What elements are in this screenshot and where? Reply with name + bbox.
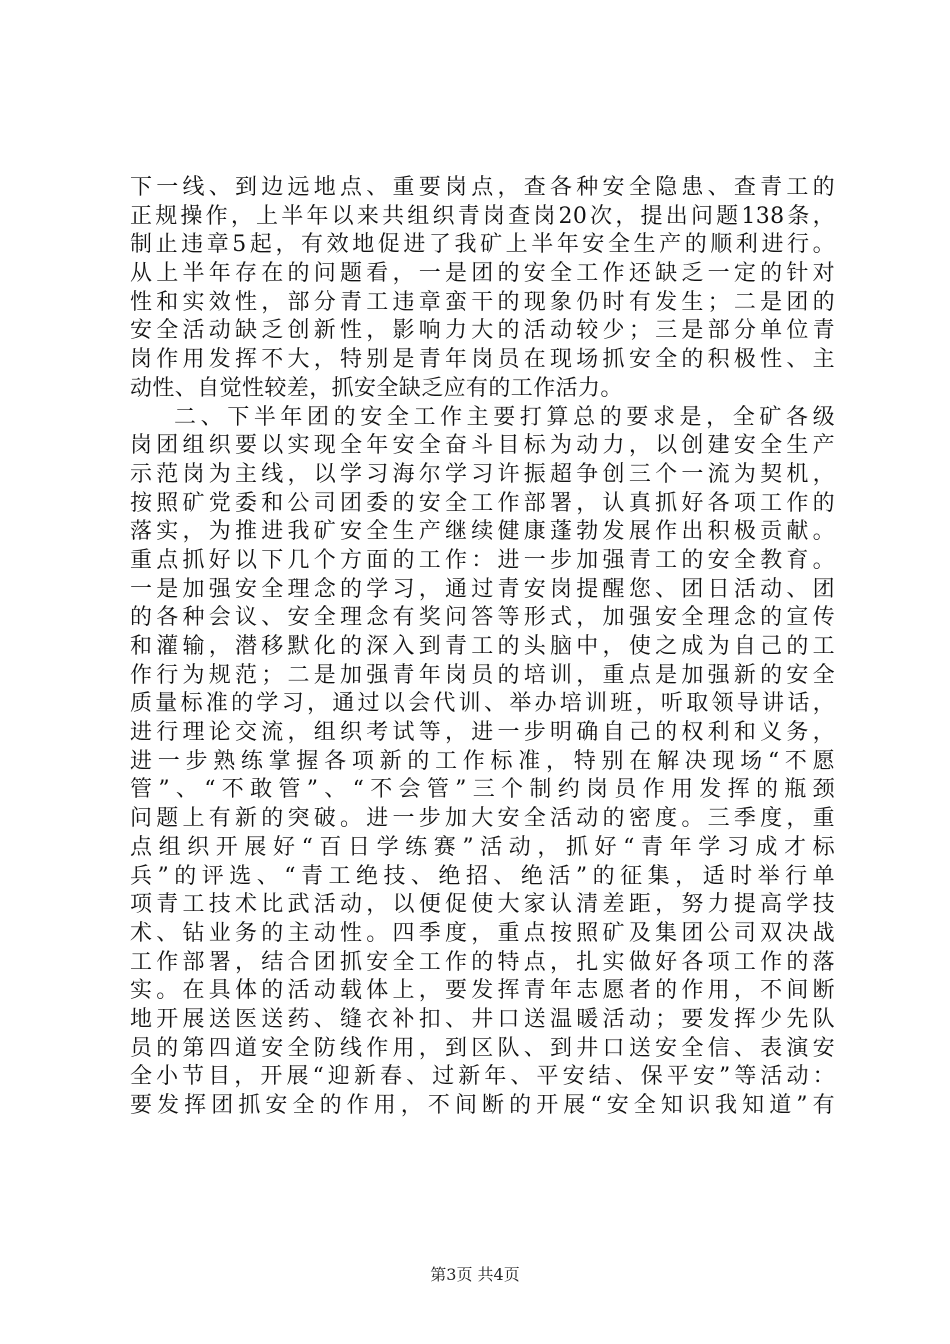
text-line-10: 岗团组织要以实现全年安全奋斗目标为动力，以创建安全生产: [130, 433, 835, 459]
text-line-7: 岗作用发挥不大，特别是青年岗员在现场抓安全的积极性、主: [130, 347, 835, 373]
text-line-21: 进一步熟练掌握各项新的工作标准，特别在解决现场“不愿: [130, 748, 835, 774]
text-line-20: 进行理论交流，组织考试等，进一步明确自己的权利和义务，: [130, 720, 835, 746]
text-line-5: 性和实效性，部分青工违章蛮干的现象仍时有发生；二是团的: [130, 289, 835, 315]
text-line-12: 按照矿党委和公司团委的安全工作部署，认真抓好各项工作的: [130, 490, 835, 516]
text-line-31: 员的第四道安全防线作用，到区队、到井口送安全信、表演安: [130, 1035, 835, 1061]
text-line-26: 项青工技术比武活动，以便促使大家认清差距，努力提高学技: [130, 892, 835, 918]
text-line-4: 从上半年存在的问题看，一是团的安全工作还缺乏一定的针对: [130, 261, 835, 287]
page-indicator: 第3页 共4页: [430, 1265, 520, 1284]
document-body: [130, 174, 835, 1121]
text-line-30: 地开展送医送药、缝衣补扣、井口送温暖活动；要发挥少先队: [130, 1006, 835, 1032]
text-line-15: 一是加强安全理念的学习，通过青安岗提醒您、团日活动、团: [130, 576, 835, 602]
text-line-19: 质量标准的学习，通过以会代训、举办培训班，听取领导讲话，: [130, 691, 835, 717]
text-line-16: 的各种会议、安全理念有奖问答等形式，加强安全理念的宣传: [130, 605, 835, 631]
text-line-17: 和灌输，潜移默化的深入到青工的头脑中，使之成为自己的工: [130, 634, 835, 659]
text-line-28: 工作部署，结合团抓安全工作的特点，扎实做好各项工作的落: [130, 949, 835, 975]
text-line-2: 正规操作，上半年以来共组织青岗查岗20次，提出问题138条，: [130, 203, 835, 229]
text-line-8: 动性、自觉性较差，抓安全缺乏应有的工作活力。: [130, 375, 623, 401]
text-line-24: 点组织开展好“百日学练赛”活动，抓好“青年学习成才标: [130, 834, 835, 860]
text-line-11: 示范岗为主线，以学习海尔学习许振超争创三个一流为契机，: [130, 461, 835, 487]
text-line-18: 作行为规范；二是加强青年岗员的培训，重点是加强新的安全: [130, 662, 835, 688]
text-line-13: 落实，为推进我矿安全生产继续健康蓬勃发展作出积极贡献。: [130, 519, 835, 545]
text-line-33: 要发挥团抓安全的作用，不间断的开展“安全知识我知道”有: [130, 1093, 835, 1118]
text-line-3: 制止违章5起，有效地促进了我矿上半年安全生产的顺利进行。: [130, 232, 835, 258]
text-line-25: 兵”的评选、“青工绝技、绝招、绝活”的征集，适时举行单: [130, 863, 835, 889]
text-line-27: 术、钻业务的主动性。四季度，重点按照矿及集团公司双决战: [130, 920, 835, 946]
text-line-22: 管”、“不敢管”、“不会管”三个制约岗员作用发挥的瓶颈: [130, 777, 835, 803]
text-line-14: 重点抓好以下几个方面的工作：进一步加强青工的安全教育。: [130, 547, 835, 573]
text-line-23: 问题上有新的突破。进一步加大安全活动的密度。三季度，重: [130, 806, 835, 832]
text-line-6: 安全活动缺乏创新性，影响力大的活动较少；三是部分单位青: [130, 318, 835, 344]
text-line-9: 二、下半年团的安全工作主要打算总的要求是，全矿各级: [174, 404, 835, 430]
text-line-32: 全小节目，开展“迎新春、过新年、平安结、保平安”等活动：: [130, 1064, 835, 1090]
text-line-29: 实。在具体的活动载体上，要发挥青年志愿者的作用，不间断: [130, 978, 835, 1004]
text-line-1: 下一线、到边远地点、重要岗点，查各种安全隐患、查青工的: [130, 175, 835, 200]
page-footer: [0, 1264, 950, 1286]
